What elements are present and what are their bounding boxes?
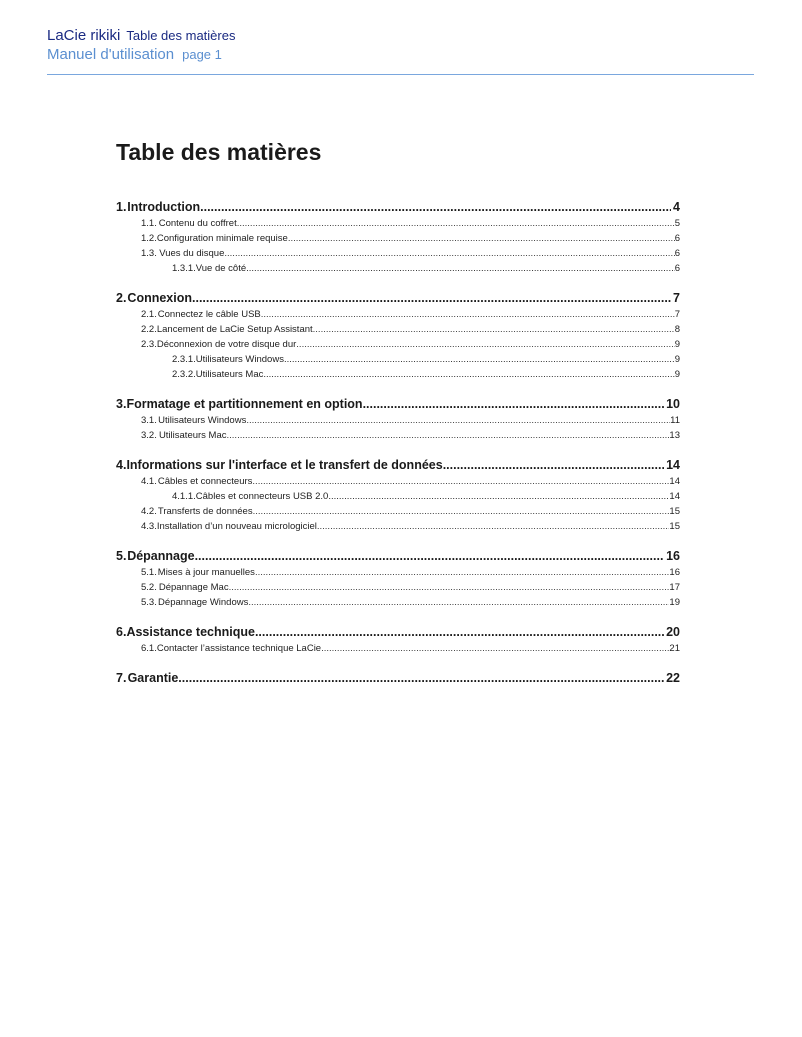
toc-entry-page: 21 xyxy=(669,643,680,654)
toc-entry-label: Transferts de données xyxy=(157,506,253,517)
toc-entry-label: Garantie xyxy=(127,671,179,685)
manual-name: Manuel d'utilisation xyxy=(47,46,175,63)
product-name: LaCie rikiki xyxy=(47,27,121,44)
section-name: Table des matières xyxy=(126,28,236,43)
dot-leader xyxy=(288,231,675,246)
dot-leader xyxy=(321,641,669,656)
toc-entry-number: 4.3. xyxy=(141,521,157,532)
dot-leader xyxy=(224,246,674,261)
toc-entry[interactable] xyxy=(116,504,680,519)
toc-entry-number: 4.1. xyxy=(141,476,157,487)
toc-entry-label: Utilisateurs Mac xyxy=(158,430,227,441)
toc-entry-page: 16 xyxy=(666,549,680,563)
toc-entry-label: Lancement de LaCie Setup Assistant xyxy=(156,324,313,335)
toc-entry-page: 19 xyxy=(669,597,680,608)
dot-leader xyxy=(253,504,670,519)
toc-entry-label: Utilisateurs Windows xyxy=(158,415,247,426)
toc-entry-page: 13 xyxy=(669,430,680,441)
toc-entry[interactable] xyxy=(116,367,680,382)
dot-leader xyxy=(195,548,665,565)
toc-entry-page: 9 xyxy=(674,354,680,365)
toc-entry-number: 2.3.2. xyxy=(172,369,196,380)
toc-entry-page: 14 xyxy=(669,476,680,487)
toc-entry-label: Contenu du coffret xyxy=(158,218,237,229)
toc-entry-number: 3.1. xyxy=(141,415,157,426)
dot-leader xyxy=(200,199,671,216)
page-header xyxy=(47,26,754,64)
dot-leader xyxy=(261,307,675,322)
page-title: Table des matières xyxy=(116,139,322,165)
toc-entry-number: 3.2. xyxy=(141,428,159,443)
dot-leader xyxy=(237,216,675,231)
toc-entry-page: 14 xyxy=(666,458,680,472)
toc-entry-number: 2.2. xyxy=(141,324,157,335)
toc-entry-page: 9 xyxy=(674,369,680,380)
toc-entry-number: 4.1.1. xyxy=(172,491,196,502)
toc-entry-number: 7. xyxy=(116,671,127,685)
toc-entry-number: 1.3. xyxy=(141,246,159,261)
toc-entry-label: Dépannage Windows xyxy=(158,597,249,608)
toc-entry[interactable] xyxy=(116,670,680,687)
toc-entry-page: 20 xyxy=(666,625,680,639)
toc-entry[interactable] xyxy=(116,231,680,246)
toc-entry-number: 6.1. xyxy=(141,643,157,654)
page-number: page 1 xyxy=(182,47,222,62)
toc-entry-page: 15 xyxy=(669,506,680,517)
toc-entry-label: Configuration minimale requise xyxy=(156,233,288,244)
toc-entry-page: 6 xyxy=(674,248,680,259)
dot-leader xyxy=(178,670,664,687)
toc-entry[interactable] xyxy=(116,580,680,595)
toc-entry-page: 8 xyxy=(674,324,680,335)
toc-entry[interactable] xyxy=(116,624,680,641)
toc-entry[interactable] xyxy=(116,199,680,216)
toc-entry-page: 14 xyxy=(669,491,680,502)
toc-entry-number: 1.3.1. xyxy=(172,263,196,274)
dot-leader xyxy=(296,337,674,352)
dot-leader xyxy=(313,322,675,337)
toc-entry-page: 10 xyxy=(666,397,680,411)
toc-entry[interactable] xyxy=(116,489,680,504)
toc-entry-number: 4.2. xyxy=(141,506,157,517)
toc-entry[interactable] xyxy=(116,322,680,337)
toc-entry-number: 6. xyxy=(116,625,127,639)
toc-entry[interactable] xyxy=(116,337,680,352)
toc-entry-label: Dépannage xyxy=(127,549,195,563)
toc-entry-label: Assistance technique xyxy=(126,625,255,639)
toc-entry-label: Installation d’un nouveau micrologiciel xyxy=(156,521,317,532)
toc-entry[interactable] xyxy=(116,246,680,261)
toc-entry[interactable] xyxy=(116,216,680,231)
dot-leader xyxy=(443,457,664,474)
dot-leader xyxy=(229,580,670,595)
toc-entry-number: 5.2. xyxy=(141,582,157,593)
toc-entry-number: 1.2. xyxy=(141,233,157,244)
toc-entry-number: 1.1. xyxy=(141,218,157,229)
toc-entry-label: Utilisateurs Mac xyxy=(195,369,264,380)
toc-entry-page: 16 xyxy=(669,567,680,578)
dot-leader xyxy=(192,290,671,307)
toc-entry-number: 2. xyxy=(116,291,127,305)
toc-entry-label: Connectez le câble USB xyxy=(157,309,261,320)
toc-entry-number: 2.1. xyxy=(141,309,157,320)
toc-entry-page: 4 xyxy=(673,200,680,214)
toc-entry-label: Introduction xyxy=(127,200,201,214)
toc-entry[interactable] xyxy=(116,413,680,428)
toc-entry-number: 5.1. xyxy=(141,567,157,578)
dot-leader xyxy=(255,565,669,580)
toc-entry-page: 9 xyxy=(674,339,680,350)
toc-entry-page: 7 xyxy=(674,309,680,320)
toc-entry-label: Informations sur l'interface et le transfert de données xyxy=(126,458,443,472)
dot-leader xyxy=(263,367,674,382)
toc-entry-label: Vue de côté xyxy=(195,263,247,274)
toc-entry-number: 1. xyxy=(116,200,127,214)
toc-entry-page: 15 xyxy=(669,521,680,532)
toc-entry-number: 2.3. xyxy=(141,339,157,350)
toc-entry-label: Connexion xyxy=(127,291,193,305)
dot-leader xyxy=(252,474,669,489)
toc-entry-page: 22 xyxy=(666,671,680,685)
toc-entry-number: 4. xyxy=(116,458,127,472)
toc-entry[interactable] xyxy=(116,548,680,565)
toc-entry-page: 6 xyxy=(674,233,680,244)
toc-entry[interactable] xyxy=(116,595,680,610)
dot-leader xyxy=(255,624,664,641)
dot-leader xyxy=(328,489,669,504)
dot-leader xyxy=(284,352,675,367)
toc-entry-label: Câbles et connecteurs xyxy=(157,476,253,487)
toc-entry-number: 2.3.1. xyxy=(172,354,196,365)
header-divider xyxy=(47,74,754,75)
toc-entry-page: 5 xyxy=(674,218,680,229)
toc-entry-label: Utilisateurs Windows xyxy=(195,354,284,365)
toc-entry[interactable] xyxy=(116,474,680,489)
toc-entry[interactable] xyxy=(116,290,680,307)
dot-leader xyxy=(246,413,670,428)
toc-entry[interactable] xyxy=(116,261,680,276)
dot-leader xyxy=(248,595,669,610)
toc-entry-page: 17 xyxy=(669,582,680,593)
toc-entry[interactable] xyxy=(116,352,680,367)
toc-entry-label: Vues du disque xyxy=(159,248,225,259)
toc-entry-number: 3. xyxy=(116,397,127,411)
toc-entry-page: 7 xyxy=(673,291,680,305)
dot-leader xyxy=(363,396,665,413)
toc-entry[interactable] xyxy=(116,396,680,413)
toc-entry-label: Câbles et connecteurs USB 2.0 xyxy=(195,491,329,502)
toc-entry[interactable] xyxy=(116,428,680,443)
toc-entry-label: Formatage et partitionnement en option xyxy=(126,397,363,411)
toc-entry-label: Dépannage Mac xyxy=(158,582,229,593)
table-of-contents xyxy=(116,199,680,687)
dot-leader xyxy=(246,261,675,276)
toc-entry-page: 11 xyxy=(670,415,680,426)
toc-entry-number: 5. xyxy=(116,549,127,563)
toc-entry[interactable] xyxy=(116,641,680,656)
toc-entry-label: Déconnexion de votre disque dur xyxy=(156,339,297,350)
toc-entry-number: 5.3. xyxy=(141,597,157,608)
toc-entry-label: Mises à jour manuelles xyxy=(157,567,255,578)
dot-leader xyxy=(227,428,670,443)
toc-entry-page: 6 xyxy=(674,263,680,274)
dot-leader xyxy=(317,519,670,534)
toc-entry[interactable] xyxy=(116,519,680,534)
toc-entry[interactable] xyxy=(116,307,680,322)
toc-entry[interactable] xyxy=(116,565,680,580)
toc-entry-label: Contacter l’assistance technique LaCie xyxy=(156,643,322,654)
toc-entry[interactable] xyxy=(116,457,680,474)
